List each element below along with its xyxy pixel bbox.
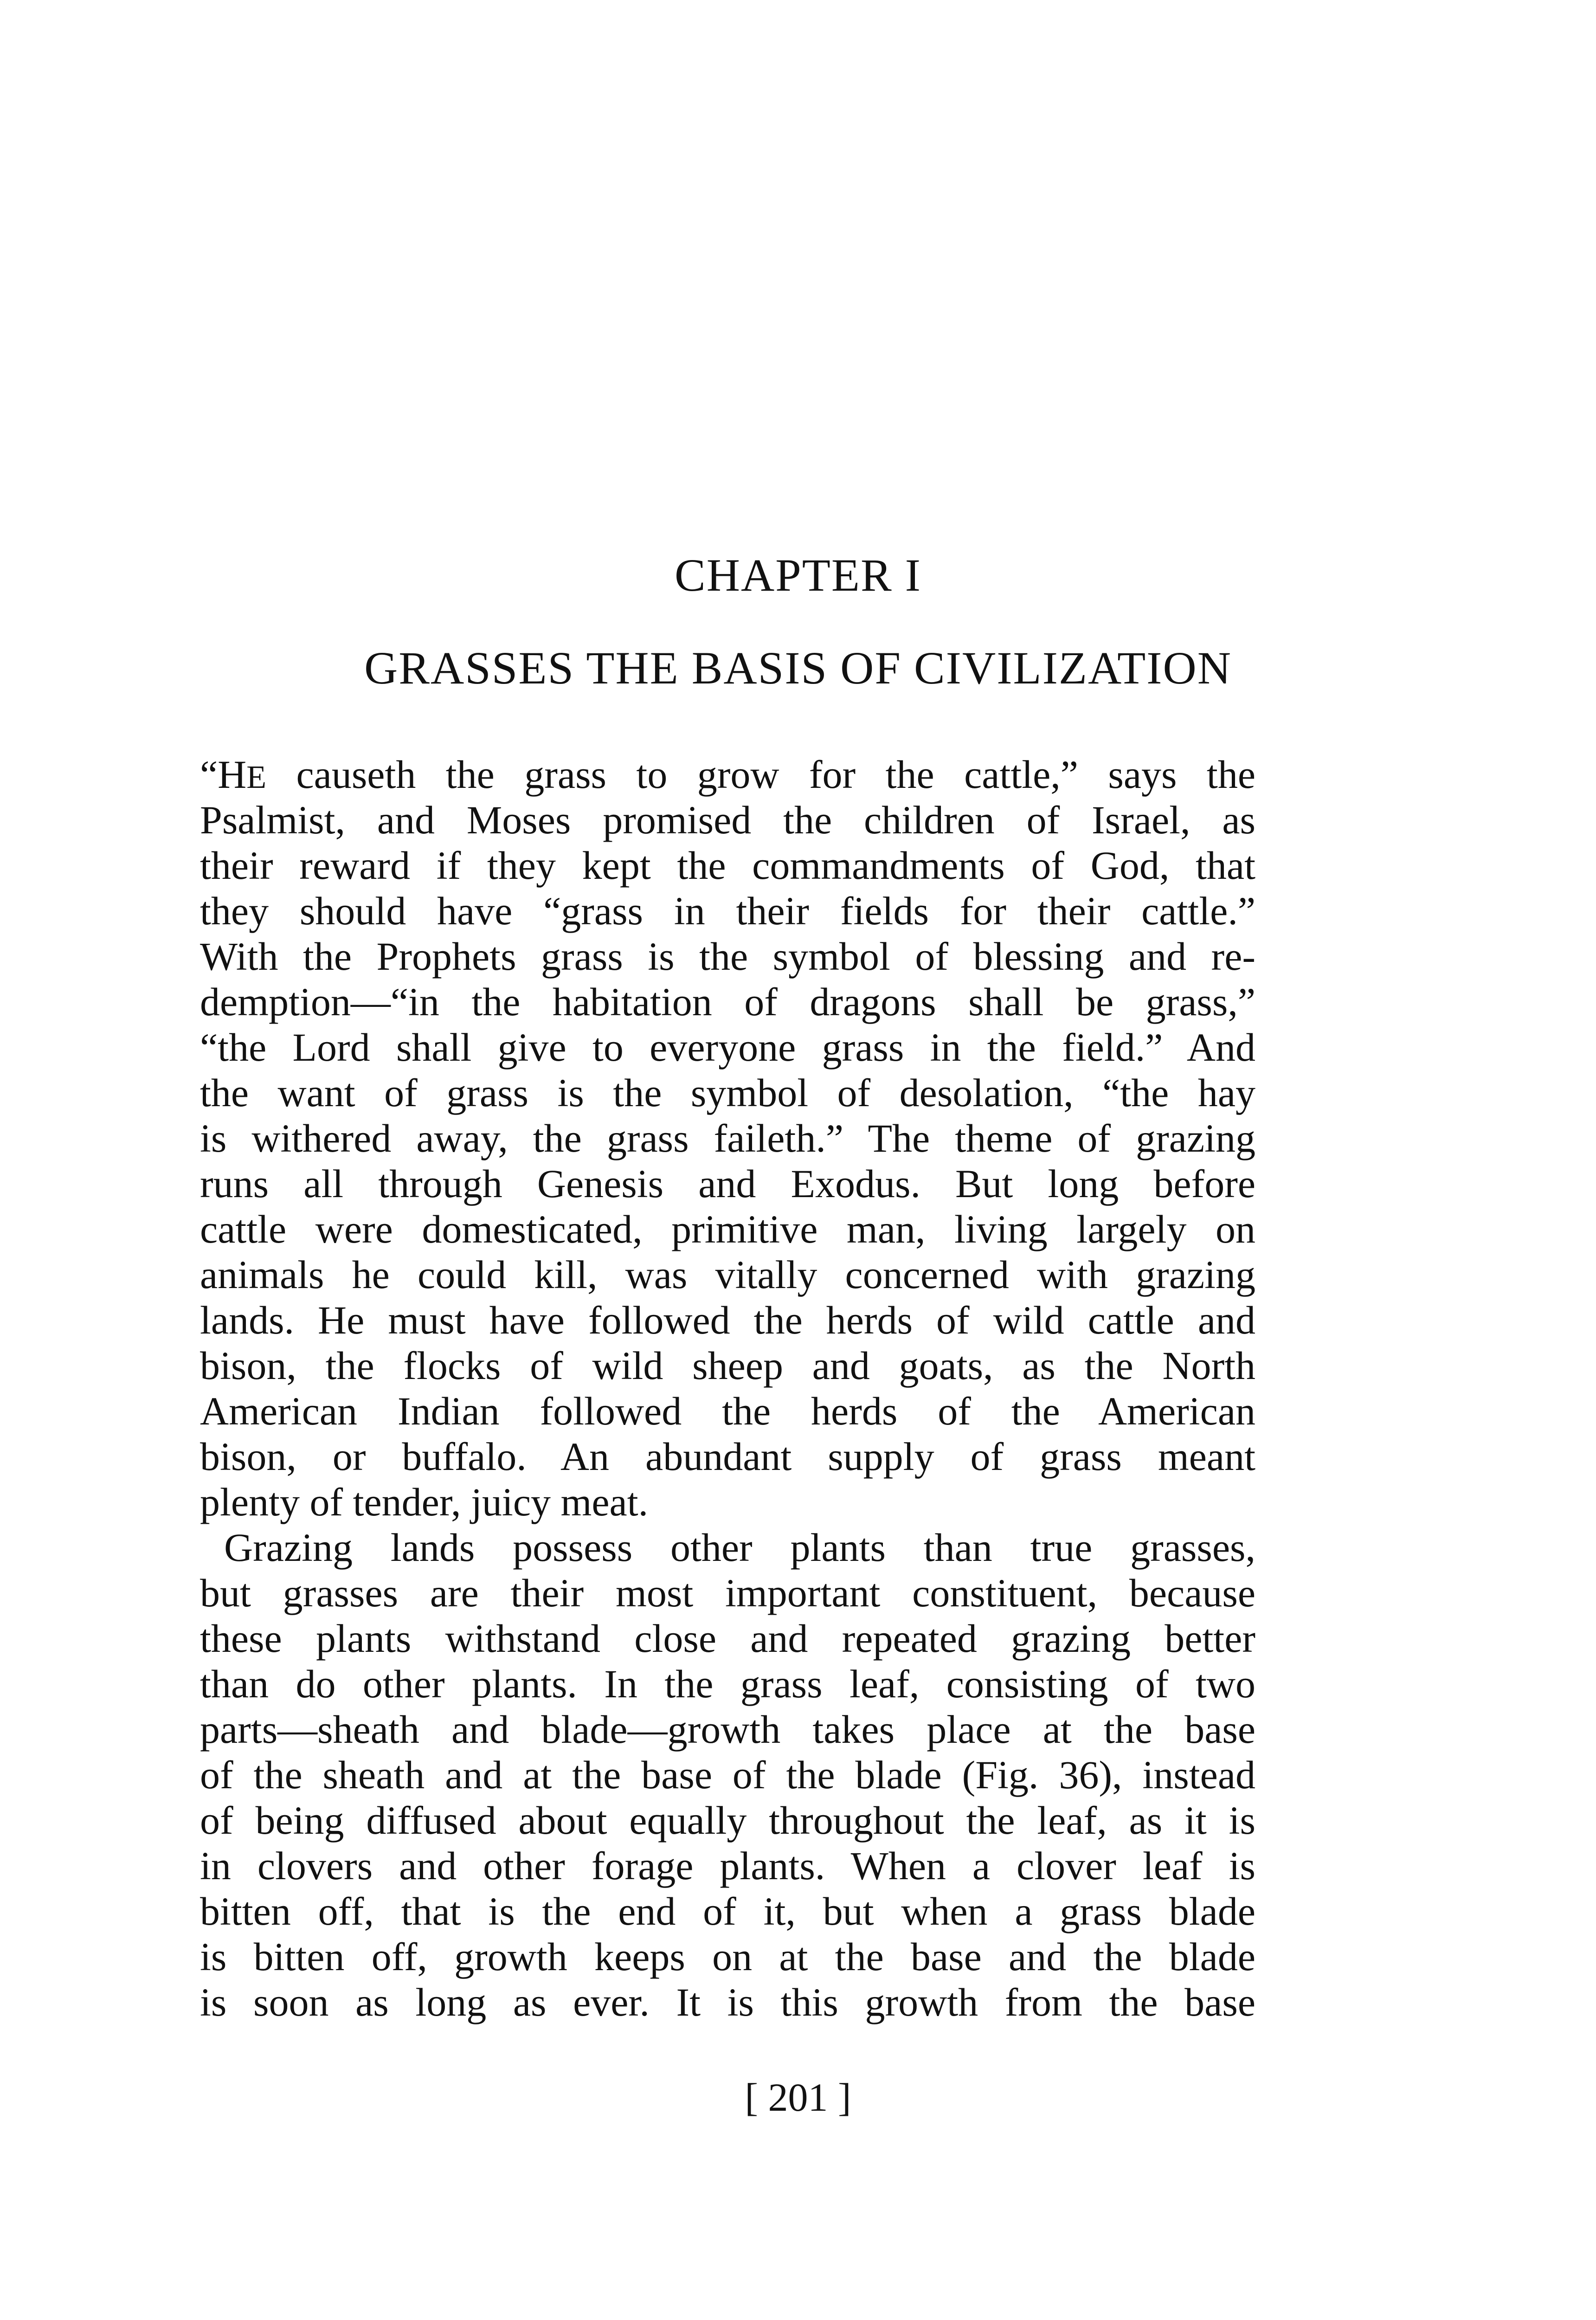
text-line-18: Grazing lands possess other plants than true grasses, [224,1525,1255,1570]
text-line-8: the want of grass is the symbol of desolation, “the hay [200,1070,1255,1115]
text-line-11: cattle were domesticated, primitive man, living largely on [200,1207,1255,1251]
text-line-6: demption—“in the habitation of dragons shall be grass,” [200,980,1255,1024]
text-line-10: runs all through Genesis and Exodus. But long before [200,1161,1255,1206]
text-line-7: “the Lord shall give to everyone grass in the field.” And [200,1025,1255,1070]
text-line-20: these plants withstand close and repeated grazing better [200,1616,1255,1661]
opening-word-smallcap: E [246,760,267,795]
chapter-number: CHAPTER I [675,549,921,601]
text-line-12: animals he could kill, was vitally concerned with grazing [200,1252,1255,1297]
text-line-26: bitten off, that is the end of it, but when a grass blade [200,1889,1255,1933]
body-text [200,752,1255,2025]
text-line-27: is bitten off, growth keeps on at the base and the blade [200,1934,1255,1979]
text-line-3: their reward if they kept the commandments of God, that [200,843,1255,888]
opening-word-initial: H [218,752,247,797]
opening-quote: “ [200,752,218,797]
text-line-4: they should have “grass in their fields for their cattle.” [200,889,1255,933]
text-line-15: American Indian followed the herds of the American [200,1389,1255,1433]
chapter-title: GRASSES THE BASIS OF CIVILIZATION [364,642,1232,694]
text-line-21: than do other plants. In the grass leaf, consisting of two [200,1662,1255,1706]
text-line-17: plenty of tender, juicy meat. [200,1480,649,1524]
page-number: [ 201 ] [745,2075,851,2120]
text-line-1 [200,752,1255,797]
text-line-23: of the sheath and at the base of the blade (Fig. 36), instead [200,1753,1255,1797]
text-line-19: but grasses are their most important constituent, because [200,1571,1255,1615]
text-line-1-rest: causeth the grass to grow for the cattle,” says the [266,752,1255,797]
text-line-9: is withered away, the grass faileth.” The theme of grazing [200,1116,1255,1160]
text-line-5: With the Prophets grass is the symbol of blessing and re- [200,934,1255,979]
text-line-13: lands. He must have followed the herds of wild cattle and [200,1298,1255,1342]
text-line-25: in clovers and other forage plants. When a clover leaf is [200,1843,1255,1888]
text-line-28: is soon as long as ever. It is this growth from the base [200,1980,1255,2024]
text-line-24: of being diffused about equally throughout the leaf, as it is [200,1798,1255,1843]
text-line-16: bison, or buffalo. An abundant supply of grass meant [200,1434,1255,1479]
text-line-14: bison, the flocks of wild sheep and goats, as the North [200,1343,1255,1388]
text-line-22: parts—sheath and blade—growth takes place at the base [200,1707,1255,1752]
text-line-2: Psalmist, and Moses promised the children of Israel, as [200,798,1255,842]
